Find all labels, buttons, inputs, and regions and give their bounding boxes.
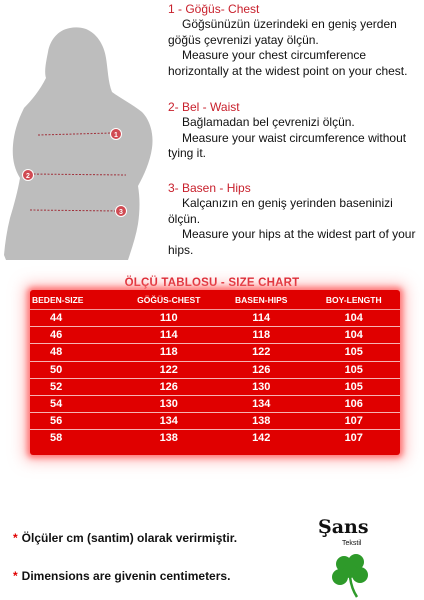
- header-hips: BASEN-HIPS: [215, 290, 308, 310]
- hips-text-tr: Kalçanızın en geniş yerinden baseninizi ölçün.: [168, 196, 393, 226]
- cell-hips: 142: [252, 432, 271, 445]
- hips-text-en: Measure your hips at the widest part of your hips.: [168, 227, 416, 257]
- note-star-2: *: [13, 569, 18, 583]
- header-length: BOY-LENGTH: [308, 290, 401, 310]
- cell-hips: 134: [215, 395, 308, 412]
- cell-size: 52: [30, 378, 123, 395]
- waist-text-en: Measure your waist circumference without tying it.: [168, 130, 407, 160]
- table-row: [30, 413, 400, 430]
- table-row: [30, 344, 400, 361]
- table-row: [30, 327, 400, 344]
- cell-hips: 130: [215, 378, 308, 395]
- header-size: BEDEN-SIZE: [30, 290, 123, 310]
- table-row: [30, 378, 400, 395]
- header-chest: GÖĞÜS-CHEST: [123, 290, 216, 310]
- chest-text-tr: Göğsünüzün üzerindeki en geniş yerden göğüs çevrenizi yatay ölçün.: [168, 17, 397, 47]
- marker-1: [111, 129, 122, 140]
- cell-length: 104: [308, 310, 401, 327]
- table-row: [30, 430, 400, 447]
- cell-length: 105: [308, 378, 401, 395]
- cell-hips: 138: [215, 413, 308, 430]
- cell-hips: 126: [215, 361, 308, 378]
- brand-logo: [318, 516, 386, 596]
- cell-size: 56: [30, 413, 123, 430]
- cell-size: 44: [30, 310, 123, 327]
- marker-3: [116, 206, 127, 217]
- cell-chest: 114: [123, 327, 216, 344]
- brand-name: Şans: [318, 516, 369, 538]
- cell-chest: 138: [159, 432, 178, 445]
- cell-size: 46: [30, 327, 123, 344]
- cell-length: 105: [308, 344, 401, 361]
- hips-title: 3- Basen - Hips: [168, 181, 251, 195]
- cell-chest: 122: [123, 361, 216, 378]
- body-silhouette: [0, 0, 165, 260]
- note-cm-tr: [13, 531, 237, 545]
- cell-chest: 110: [123, 310, 216, 327]
- waist-text-tr: Bağlamadan bel çevrenizi ölçün.: [182, 115, 355, 129]
- cell-length: 107: [308, 413, 401, 430]
- cell-size: 54: [30, 395, 123, 412]
- brand-subtitle: Tekstil: [342, 540, 362, 547]
- size-chart-title: ÖLÇÜ TABLOSU - SIZE CHART: [124, 277, 300, 289]
- marker-2: [23, 170, 34, 181]
- note-cm-en: [13, 569, 230, 583]
- table-header-row: [30, 290, 400, 310]
- silhouette-shape: [4, 27, 153, 260]
- table-row: [30, 310, 400, 327]
- cell-chest: 118: [123, 344, 216, 361]
- cell-length: 106: [308, 395, 401, 412]
- cell-length: 105: [308, 361, 401, 378]
- cell-size: 50: [30, 361, 123, 378]
- cell-chest: 134: [123, 413, 216, 430]
- note-text-2: Dimensions are givenin centimeters.: [21, 569, 231, 583]
- note-star-1: *: [13, 531, 18, 545]
- cell-hips: 118: [215, 327, 308, 344]
- cell-length: 107: [344, 432, 363, 445]
- note-text-1: Ölçüler cm (santim) olarak verirmiştir.: [21, 531, 238, 545]
- size-table: [30, 290, 400, 447]
- table-row: [30, 395, 400, 412]
- waist-section: [168, 100, 420, 162]
- svg-text:2: 2: [26, 173, 30, 180]
- cell-hips: 114: [215, 310, 308, 327]
- clover-icon: [326, 549, 376, 599]
- cell-length: 104: [308, 327, 401, 344]
- table-row: [30, 361, 400, 378]
- size-table-body: [30, 310, 400, 447]
- waist-title: 2- Bel - Waist: [168, 100, 240, 114]
- cell-chest: 126: [123, 378, 216, 395]
- svg-text:3: 3: [119, 209, 123, 216]
- hips-section: [168, 181, 420, 258]
- chest-title: 1 - Göğüs- Chest: [168, 2, 260, 16]
- cell-hips: 122: [215, 344, 308, 361]
- cell-size: 58: [50, 432, 63, 445]
- chest-section: [168, 2, 420, 79]
- cell-size: 48: [30, 344, 123, 361]
- size-chart: [30, 290, 400, 455]
- chest-text-en: Measure your chest circumference horizontally at the widest point on your chest.: [168, 48, 408, 78]
- cell-chest: 130: [123, 395, 216, 412]
- svg-text:1: 1: [114, 132, 118, 139]
